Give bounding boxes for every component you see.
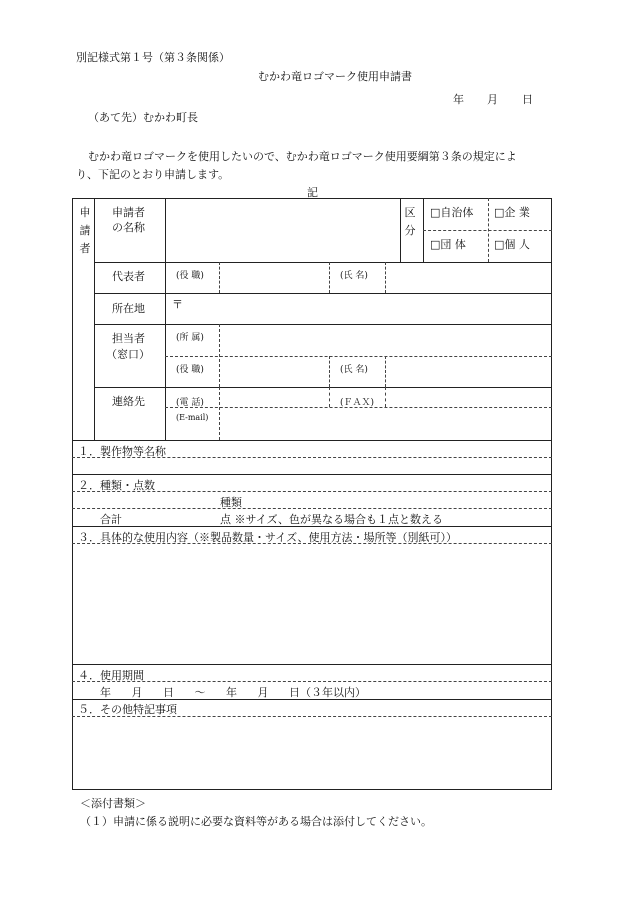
intro-line-1: むかわ竜ロゴマークを使用したいので、むかわ竜ロゴマーク使用要綱第３条の規定によ [88,150,517,163]
department-label: (所 属) [176,333,204,343]
addressee: （あて先）むかわ町長 [88,111,198,124]
total-label: 合計 [100,513,122,526]
category-label: 区分 [404,206,416,237]
document-title: むかわ竜ロゴマーク使用申請書 [258,70,412,83]
address-label: 所在地 [112,302,145,315]
phone-label: (電 話) [176,398,204,408]
other-notes-input[interactable] [73,718,551,788]
ki-mark: 記 [307,186,318,199]
attachments-heading: ＜添付書類＞ [80,797,146,810]
applicant-name-label-2: の名称 [112,221,145,234]
representative-title-label: (役 職) [176,271,204,281]
category-option-organization[interactable]: □団 体 [430,238,466,251]
section-3-heading: ３．具体的な使用内容（※製品数量・サイズ、使用方法・場所等（別紙可）） [78,531,457,544]
section-2-heading: ２．種類・点数 [78,479,155,492]
usage-period: 年 月 日 ～ 年 月 日（３年以内） [100,686,366,699]
contact-person-title-label: (役 職) [176,365,204,375]
section-5-heading: ５．その他特記事項 [78,703,177,716]
intro-line-2: り、下記のとおり申請します。 [76,168,230,181]
contact-label: 連絡先 [112,395,145,408]
section-1-heading: １．製作物等名称 [78,445,166,458]
section-4-heading: ４．使用期間 [78,669,144,682]
form-number: 別記様式第１号（第３条関係） [76,51,230,64]
category-option-individual[interactable]: □個 人 [494,238,530,251]
representative-name-label: (氏 名) [340,271,368,281]
date-month-label: 月 [487,93,498,106]
date-year-label: 年 [453,93,464,106]
contact-person-label-1: 担当者 [112,332,145,345]
kind-label: 種類 [220,496,242,509]
contact-person-name-label: (氏 名) [340,365,368,375]
date-day-label: 日 [522,93,533,106]
fax-label: (ＦＡＸ) [340,398,375,408]
representative-label: 代表者 [112,270,145,283]
postal-mark: 〒 [172,298,183,311]
usage-details-input[interactable] [73,545,551,662]
applicant-section-label: 申請者 [79,206,91,255]
contact-person-label-2: （窓口） [106,348,150,361]
attachment-item-1: （１）申請に係る説明に必要な資料等がある場合は添付してください。 [80,815,432,828]
applicant-name-label-1: 申請者 [112,206,145,219]
category-option-company[interactable]: □企 業 [494,206,530,219]
applicant-name-input[interactable] [166,198,400,262]
category-option-municipality[interactable]: □自治体 [430,206,474,219]
email-label: (E-mail) [176,413,209,422]
total-note: 点 ※サイズ、色が異なる場合も１点と数える [220,513,443,526]
